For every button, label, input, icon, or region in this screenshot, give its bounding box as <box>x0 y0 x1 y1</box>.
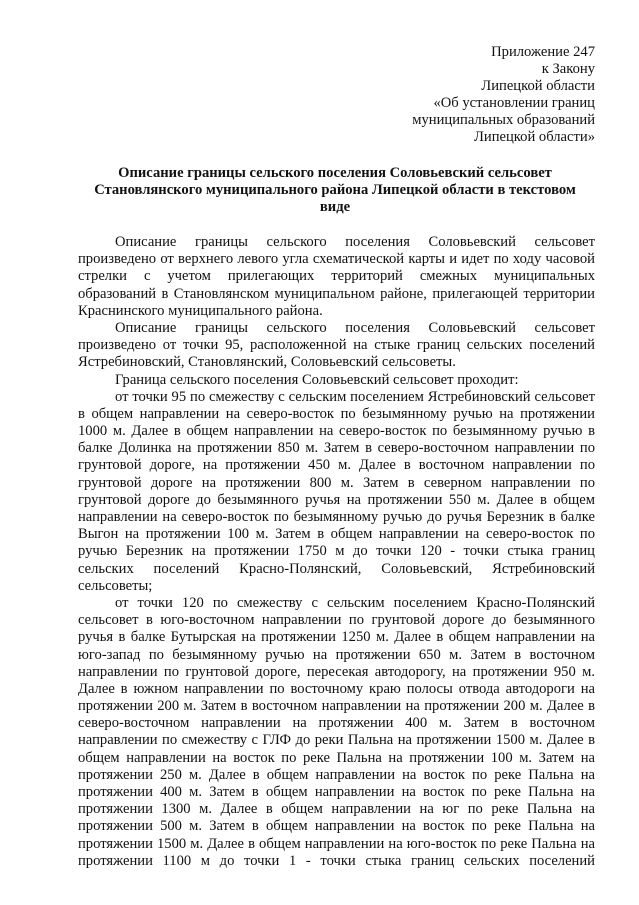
appendix-line: Липецкой области» <box>474 129 595 145</box>
title-line: Описание границы сельского поселения Соловьевский сельсовет <box>118 165 552 181</box>
appendix-line: Приложение 247 <box>491 44 595 60</box>
appendix-header <box>335 44 595 146</box>
document-body <box>78 234 595 870</box>
body-paragraph: Описание границы сельского поселения Соловьевский сельсовет произведено от точки 95, расположенной на стыке границ сельских поселений Ястребиновский, Становлянский, Соловьевский сельсоветы. <box>78 319 595 371</box>
appendix-line: «Об установлении границ <box>433 95 595 111</box>
body-paragraph: Граница сельского поселения Соловьевский сельсовет проходит: <box>115 371 519 388</box>
appendix-line: Липецкой области <box>481 78 595 94</box>
body-paragraph: от точки 120 по смежеству с сельским поселением Красно-Полянский сельсовет в юго-восточном направлении по грунтовой дороге до безымянного ручья в балке Бутырская на протяжении 1250 м. Далее в общем направлении на юго-запад по безымянному ручью на протяжении 650 м. Затем в восточном направлении по грунтовой дороге, пересекая автодорогу, на протяжении 950 м. Далее в южном направлении по восточному краю полосы отвода автодороги на протяжении 200 м. Затем в восточном направлении на протяжении 200 м. Далее в северо-восточном направлении на протяжении 400 м. Затем в восточном направлении по смежеству с ГЛФ до реки Пальна на протяжении 1500 м. Далее в общем направлении на восток по реке Пальна на протяжении 100 м. Затем на протяжении 250 м. Далее в общем направлении на восток по реке Пальна на протяжении 400 м. Затем в общем направлении на восток по реке Пальна на протяжении 1300 м. Далее в общем направлении на юг по реке Пальна на протяжении 500 м. Затем в общем направлении на восток по реке Пальна на протяжении 1500 м. Далее в общем направлении на юго-восток по реке Пальна на протяжении 1100 м до точки 1 - точки стыка границ сельских поселений <box>78 594 595 869</box>
title-line: виде <box>319 199 351 216</box>
body-paragraph: от точки 95 по смежеству с сельским поселением Ястребиновский сельсовет в общем направлении на северо-восток по безымянному ручью на протяжении 1000 м. Далее в общем направлении на северо-восток по безымянному ручью в балке Долинка на протяжении 850 м. Затем в северо-восточном направлении по грунтовой дороге, на протяжении 450 м. Далее в восточном направлении по грунтовой дороге на протяжении 800 м. Затем в северном направлении по грунтовой дороге до безымянного ручья на протяжении 550 м. Далее в общем направлении на северо-восток по безымянному ручью до ручья Березник в балке Выгон на протяжении 100 м. Затем в общем направлении на северо-восток по ручью Березник на протяжении 1750 м до точки 120 - точки стыка границ сельских поселений Красно-Полянский, Соловьевский, Ястребиновский сельсоветы; <box>78 388 595 594</box>
appendix-line: к Закону <box>541 61 595 77</box>
title-line: Становлянского муниципального района Липецкой области в текстовом <box>94 182 576 199</box>
appendix-line: муниципальных образований <box>412 112 595 128</box>
body-paragraph: Описание границы сельского поселения Соловьевский сельсовет произведено от верхнего левого угла схематической карты и идет по ходу часовой стрелки с учетом прилегающих территорий смежных муниципальных образований в Становлянском муниципальном районе, прилегающей территории Краснинского муниципального района. <box>78 234 595 319</box>
document-title <box>70 165 600 217</box>
